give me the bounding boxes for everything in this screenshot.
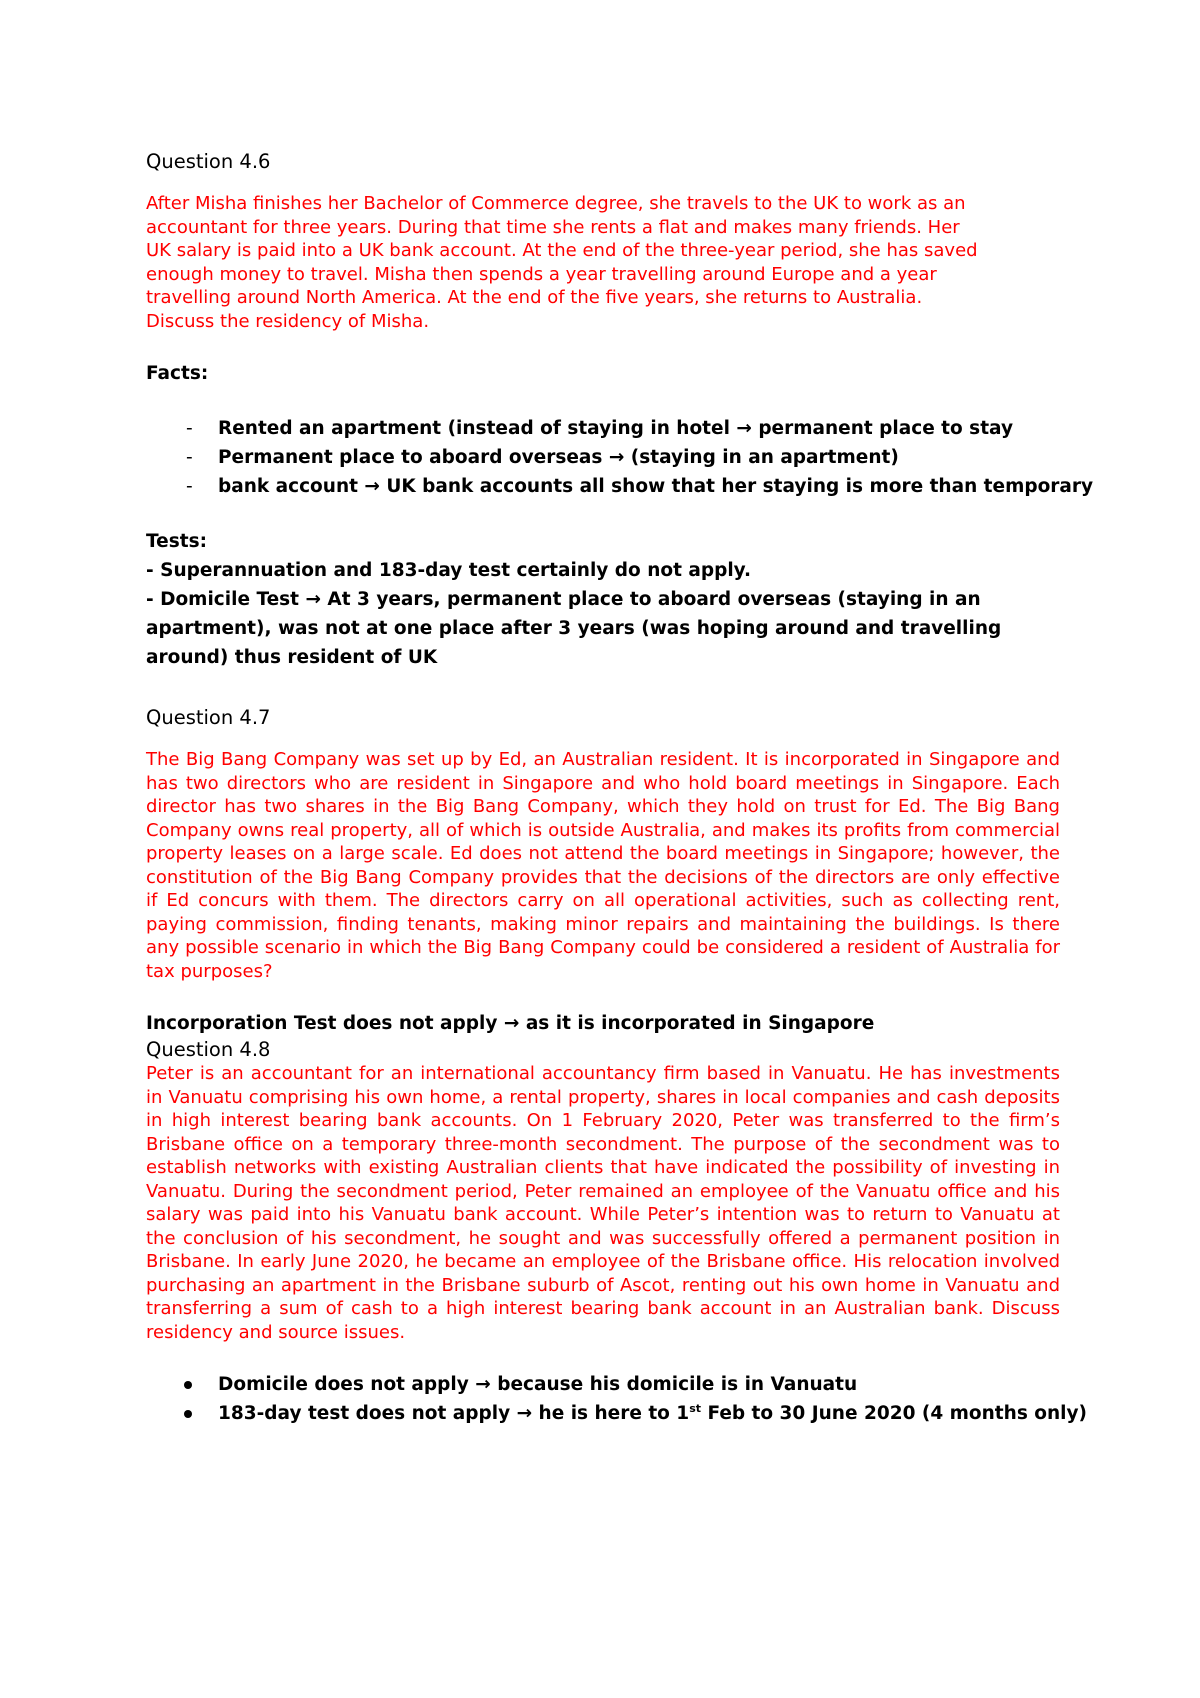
dash-marker: - [186,476,193,497]
answer-bullet-item: 183-day test does not apply → he is here to 1st Feb to 30 June 2020 (4 months only) [146,1399,1060,1428]
arrow-icon: → [503,1013,520,1034]
arrow-icon: → [305,589,321,610]
answer-bullets [146,1370,1088,1428]
question-4-6-text: After Misha finishes her Bachelor of Commerce degree, she travels to the UK to work as an accountant for three years. During that time she rents a flat and makes many friends. Her UK salary is paid into a UK bank account. At the end of the three-year period, she has saved enough money to travel. Misha then spends a year travelling around Europe and a year travelling around North America. At the end of the five years, she returns to Australia. Discuss the residency of Misha. [146,193,978,332]
arrow-icon: → [475,1374,491,1395]
facts-label: Facts: [146,363,209,384]
arrow-icon: → [364,476,380,497]
facts-item: - bank account → UK bank accounts all show that her staying is more than temporary [146,472,1060,501]
question-4-8-title: Question 4.8 [146,1038,271,1061]
question-4-7-text: The Big Bang Company was set up by Ed, an Australian resident. It is incorporated in Singapore and has two directors who are resident in Singapore and who hold board meetings in Singapore. Each director has two shares in the Big Bang Company, which they hold on trust for Ed. The Big Bang Company owns real property, all of which is outside Australia, and makes its profits from commercial property leases on a large scale. Ed does not attend the board meetings in Singapore; however, the constitution of the Big Bang Company provides that the decisions of the directors are only effective if Ed concurs with them. The directors carry on all operational activities, such as collecting rent, paying commission, finding tenants, making minor repairs and maintaining the buildings. Is there any possible scenario in which the Big Bang Company could be considered a resident of Australia for tax purposes? [146,749,1060,982]
tests-line: - Domicile Test → At 3 years, permanent place to aboard overseas (staying in an apartment), was not at one place after 3 years (was hoping around and travelling around) thus resident of UK [146,589,1002,668]
bullet-icon [184,1410,192,1418]
document-page [146,150,1094,1428]
facts-list [146,414,1094,501]
question-4-7-title: Question 4.7 [146,706,271,729]
answer-bullet-item: Domicile does not apply → because his domicile is in Vanuatu [146,1370,1060,1399]
dash-marker: - [186,418,193,439]
incorporation-test-answer: Incorporation Test does not apply → as it is incorporated in Singapore [146,1013,875,1034]
question-4-8-text: Peter is an accountant for an international accountancy firm based in Vanuatu. He has investments in Vanuatu comprising his own home, a rental property, shares in local companies and cash deposits in high interest bearing bank accounts. On 1 February 2020, Peter was transferred to the firm’s Brisbane office on a temporary three-month secondment. The purpose of the secondment was to establish networks with existing Australian clients that have indicated the possibility of investing in Vanuatu. During the secondment period, Peter remained an employee of the Vanuatu office and his salary was paid into his Vanuatu bank account. While Peter’s intention was to return to Vanuatu at the conclusion of his secondment, he sought and was successfully offered a permanent position in Brisbane. In early June 2020, he became an employee of the Brisbane office. His relocation involved purchasing an apartment in the Brisbane suburb of Ascot, renting out his own home in Vanuatu and transferring a sum of cash to a high interest bearing bank account in an Australian bank. Discuss residency and source issues. [146,1063,1060,1343]
facts-item: - Rented an apartment (instead of staying in hotel → permanent place to stay [146,414,1060,443]
dash-marker: - [186,447,193,468]
arrow-icon: → [516,1403,533,1424]
tests-line: - Superannuation and 183-day test certainly do not apply. [146,560,752,581]
question-4-6-title: Question 4.6 [146,150,271,173]
facts-item: - Permanent place to aboard overseas → (staying in an apartment) [146,443,1060,472]
bullet-icon [184,1381,192,1389]
arrow-icon: → [608,447,625,468]
tests-label: Tests: [146,531,207,552]
arrow-icon: → [736,418,752,439]
